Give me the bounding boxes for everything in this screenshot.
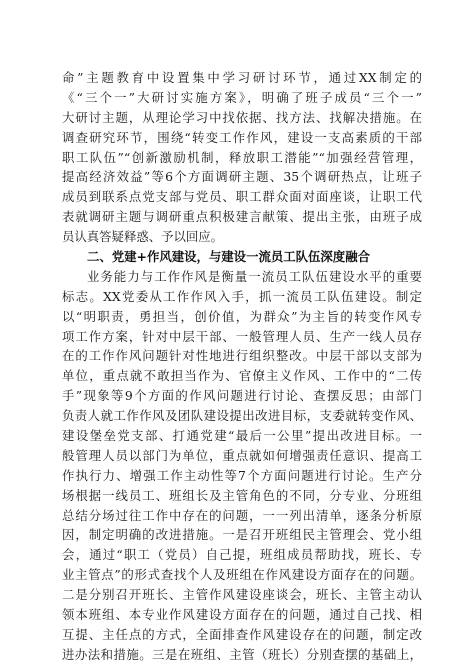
text-line: 建设堡垒党支部、打通党建“最后一公里”提出改进目标。一	[62, 428, 422, 444]
text-line: 进办法和措施。三是在班组、主管（班长）分别查摆的基础上，	[62, 646, 422, 662]
text-line: 总结分场过往工作中存在的问题，一一列出清单，逐条分析原	[62, 507, 422, 523]
text-line: 标志。XX党委从工作作风入手，抓一流员工队伍建设。制定	[62, 288, 422, 304]
text-line: 调查研究环节，围绕“转变工作作风，建设一支高素质的干部	[62, 129, 422, 145]
text-line: 单位，重点就不敢担当作为、官僚主义作风、工作中的“二传	[62, 368, 422, 384]
text-line: 项工作方案，针对中层干部、一般管理人员、生产一线人员存	[62, 328, 422, 344]
section-heading: 二、党建+作风建设，与建设一流员工队伍深度融合	[87, 249, 370, 265]
text-line: 业主管点”的形式查找个人及班组在作风建设方面存在的问题。	[62, 567, 422, 583]
text-line: 作执行力、增强工作主动性等7个方面问题进行讨论。生产分	[62, 467, 422, 483]
body-text	[62, 68, 422, 665]
text-line: 手”现象等9个方面的作风问题进行讨论、查摆反思；由部门	[62, 388, 422, 404]
text-line: 负责人就工作作风及团队建设提出改进目标，支委就转变作风、	[62, 408, 422, 424]
text-line: 领本班组、本专业作风建设方面存在的问题，通过自己找、相	[62, 607, 422, 623]
text-line: 成员到联系点党支部与党员、职工群众面对面座谈，让职工代	[62, 189, 422, 205]
text-line: 提高经济效益”等6个方面调研主题、35个调研热点，让班子	[62, 169, 422, 185]
text-line: 二是分别召开班长、主管作风建设座谈会，班长、主管主动认	[62, 587, 422, 603]
text-line: 般管理人员以部门为单位，重点就如何增强责任意识、提高工	[62, 447, 422, 463]
text-line: 场根据一线员工、班组长及主管角色的不同，分专业、分班组	[62, 487, 422, 503]
text-line: 《“三个一”大研讨实施方案》，明确了班子成员“三个一”	[62, 89, 422, 105]
text-line: 大研讨主题，从理论学习中找依据、找方法、找解决措施。在	[62, 109, 422, 125]
text-line: 员认真答疑释惑、予以回应。	[62, 229, 224, 245]
text-line: 以“明职责，勇担当，创价值，为群众”为主旨的转变作风专	[62, 308, 422, 324]
text-line: 互提、主任点的方式，全面排查作风建设存在的问题，制定改	[62, 626, 422, 642]
text-line: 业务能力与工作作风是衡量一流员工队伍建设水平的重要	[87, 268, 422, 284]
text-line: 职工队伍”“创新激励机制，释放职工潜能”“加强经营管理，	[62, 149, 422, 165]
text-line: 在的工作作风问题针对性地进行组织整改。中层干部以支部为	[62, 348, 422, 364]
text-line: 命”主题教育中设置集中学习研讨环节，通过XX制定的	[62, 70, 422, 85]
text-line: 表就调研主题与调研重点积极建言献策、提出主张，由班子成	[62, 209, 422, 225]
text-line: 因，制定明确的改进措施。一是召开班组民主管理会、党小组	[62, 527, 422, 543]
text-line: 会，通过“职工（党员）自己提，班组成员帮助找，班长、专	[62, 547, 422, 563]
